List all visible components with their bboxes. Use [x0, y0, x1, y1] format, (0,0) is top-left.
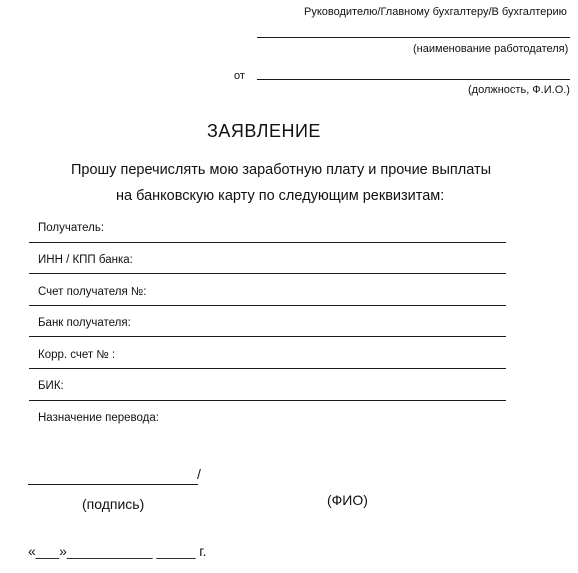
field-line-bik[interactable]: [29, 400, 506, 401]
signature-caption: (подпись): [82, 496, 145, 512]
signature-line[interactable]: [28, 484, 198, 485]
field-label-account: Счет получателя №:: [38, 286, 147, 298]
field-line-inn-kpp[interactable]: [29, 273, 506, 274]
employer-caption: (наименование работодателя): [413, 43, 569, 55]
request-text-line-2: на банковскую карту по следующим реквизитам:: [116, 188, 445, 204]
field-label-inn-kpp: ИНН / КПП банка:: [38, 254, 133, 266]
date-line[interactable]: «___»___________ _____ г.: [28, 543, 207, 559]
field-label-bik: БИК:: [38, 380, 64, 392]
signature-slash: /: [197, 466, 201, 482]
field-line-recipient[interactable]: [29, 242, 506, 243]
document-title: ЗАЯВЛЕНИЕ: [207, 121, 321, 141]
addressee-text: Руководителю/Главному бухгалтеру/В бухгалтерию: [304, 6, 567, 18]
full-name-caption: (ФИО): [327, 492, 368, 508]
employer-name-line[interactable]: [257, 37, 570, 38]
field-label-recipient: Получатель:: [38, 222, 105, 234]
request-text-line-1: Прошу перечислять мою заработную плату и прочие выплаты: [71, 162, 492, 178]
from-label: от: [234, 70, 245, 82]
field-label-bank: Банк получателя:: [38, 317, 131, 329]
field-label-purpose: Назначение перевода:: [38, 412, 159, 424]
position-caption: (должность, Ф.И.О.): [468, 84, 570, 96]
field-line-corr-account[interactable]: [29, 368, 506, 369]
field-line-account[interactable]: [29, 305, 506, 306]
position-name-line[interactable]: [257, 79, 570, 80]
field-label-corr-account: Корр. счет № :: [38, 349, 116, 361]
field-line-bank[interactable]: [29, 336, 506, 337]
